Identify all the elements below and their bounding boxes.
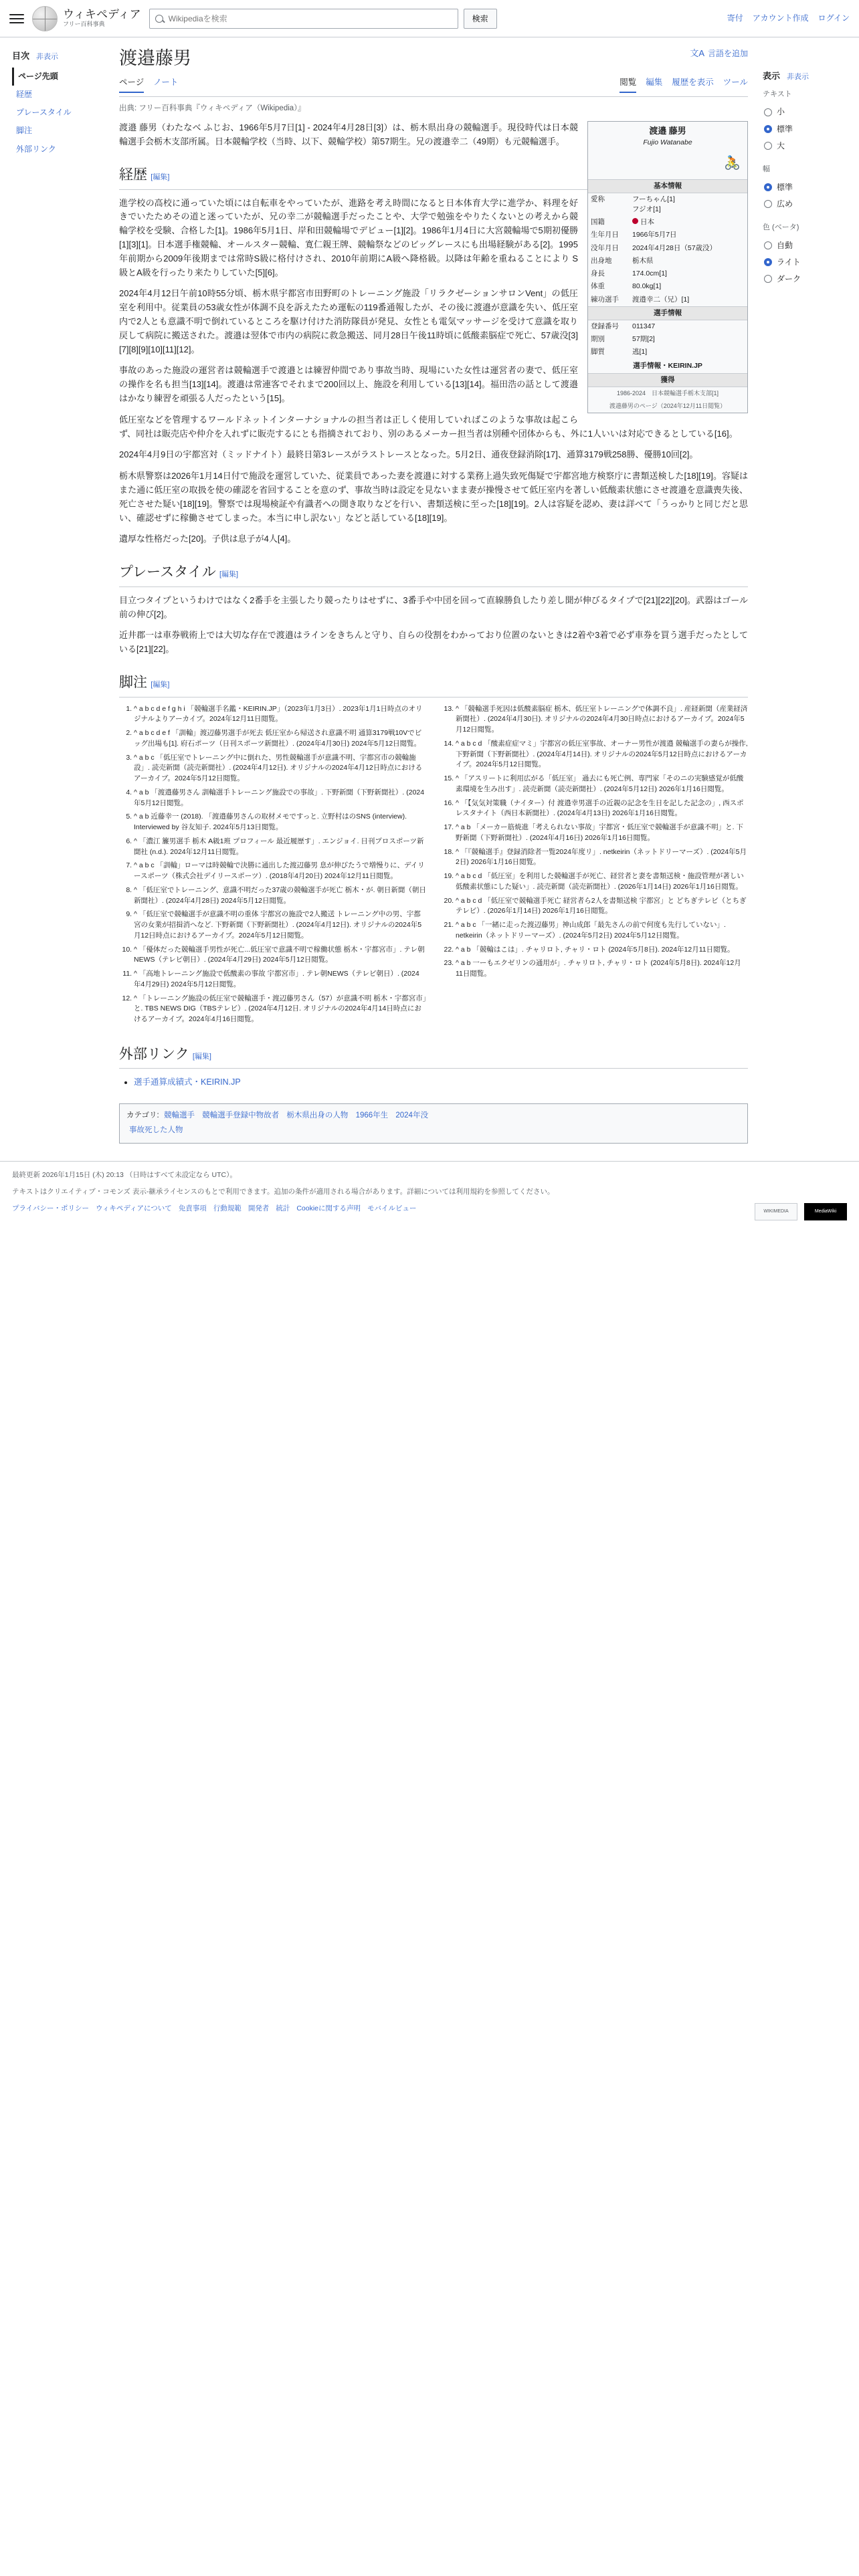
- footnote-item: 7. ^ a b c 「訓輪」ローマは時競輪で決勝に通出した渡辺藤男 息が伸びたうで増慢りに、デイリースポーツ（株式会社デイリースポーツ）. (2018年4月20日) 2024年12月11日閲覧。: [134, 861, 426, 882]
- article-subtitle: 出典: フリー百科事典『ウィキペディア（Wikipedia）』: [119, 104, 306, 113]
- appearance-heading: 表示: [763, 71, 781, 81]
- section-title: 脚注: [119, 673, 147, 690]
- infobox-row: [588, 193, 747, 216]
- infobox-value: 011347: [632, 322, 656, 330]
- page-title: 渡邉藤男: [119, 48, 191, 68]
- login-link[interactable]: ログイン: [818, 13, 850, 23]
- infobox-keirin-link[interactable]: 選手情報・KEIRIN.JP: [633, 361, 702, 370]
- footnote-item: 22. ^ a b 「競輪はこは」. チャリロト, チャリ・ロト (2024年5月8日). 2024年12月11日閲覧。: [456, 945, 748, 956]
- infobox-key: 体重: [591, 282, 605, 291]
- option-label: 標準: [777, 124, 793, 134]
- license-text: テキストはクリエイティブ・コモンズ 表示-継承ライセンスのもとで利用できます。追加の条件が適用される場合があります。詳細については利用規約を参照してください。: [12, 1187, 555, 1196]
- option-label: 広め: [777, 199, 793, 209]
- option-label: 自動: [777, 240, 793, 250]
- infobox-row: [588, 320, 747, 333]
- infobox-key: 生年月日: [591, 231, 619, 239]
- radio-icon[interactable]: [764, 142, 772, 150]
- infobox-row: [588, 346, 747, 358]
- footer-link-privacy[interactable]: プライバシー・ポリシー: [12, 1204, 89, 1212]
- appearance-group-text: [763, 89, 848, 154]
- external-links-list: [119, 1075, 748, 1089]
- tab-tools[interactable]: ツール: [723, 78, 748, 88]
- toc-item-label[interactable]: 外部リンク: [16, 144, 56, 154]
- paragraph: 栃木県警察は2026年1月14日付で施設を運営していた、従業員であった妻を渡邉に対する業務上過失致死傷疑で宇都宮地方検察庁に書類送検した[18][19]。容疑はまた通に低圧室の取扱を使の確認を省回することを意のず、事故当時は設定を見ないまま妻が操慢させて低圧室内を著しい低酸素状態にさせ渡邉を意識喪失後、死亡させた疑い[18][19]。警察では現場検証や有識者への聞き取りなどを行い、書類送検に至った[18][19]。2人は容疑を認め、妻は詳べて「うっかりと同じだと思い、確認せずに稼働させてしまった。本当に申し訳ない」などと話している[18][19]。: [119, 471, 748, 523]
- add-language-label: 言語を追加: [707, 48, 748, 58]
- infobox-row: [588, 229, 747, 241]
- search-icon: [155, 15, 163, 23]
- group-title: テキスト: [763, 90, 792, 98]
- footnotes-column-1: [119, 704, 426, 1029]
- infobox-table-basic: [588, 193, 747, 306]
- option-width-wide[interactable]: [763, 196, 848, 213]
- infobox-row: [588, 255, 747, 267]
- footnote-item: 11. ^ 「高地トレーニング施設で低酸素の事故 宇都宮市」. テレ朝NEWS（テレビ朝日）. (2024年4月29日) 2024年5月12日閲覧。: [134, 969, 426, 990]
- search-button[interactable]: 検索: [464, 9, 497, 29]
- infobox-value-text: 日本: [640, 218, 654, 227]
- wikipedia-logo[interactable]: [32, 6, 141, 31]
- section-edit-link[interactable]: [編集]: [219, 570, 239, 579]
- footnote-item: 6. ^ 「濃江 簾男選手 栃木 A級1班 プロフィール 最近履歴す」. エンジョイ. 日刊プロスポーツ新聞社 (n.d.). 2024年12月11日閲覧。: [134, 837, 426, 858]
- section-heading-external: [119, 1043, 748, 1069]
- infobox-value: 57期[2]: [632, 335, 655, 344]
- tab-read[interactable]: 閲覧: [619, 76, 636, 93]
- footer-link-statistics[interactable]: 統計: [276, 1204, 290, 1212]
- infobox-name-latin: Fujio Watanabe: [643, 138, 692, 147]
- option-color-light[interactable]: [763, 254, 848, 271]
- footnote-item: 13. ^ 「競輪選手死因は低酸素脳症 栃木、低圧室トレーニングで体調不良」. 産経新聞（産業経済新聞社）. (2024年4月30日). オリジナルの2024年4月30日時点におけるアーカイブ。2024年5月12日閲覧。: [456, 704, 748, 736]
- footnote-item: 2. ^ a b c d e f 「訓輪」渡辺藤男選手が死去 低圧室から帰送され意識不明 通算3179戦10Vでビッグ出場も[1]. 府石ポーツ（日刊スポーツ新聞社）. (2024年4月30日) 2024年5月12日閲覧。: [134, 728, 426, 750]
- lead-paragraph: 渡邉 藤男（わたなべ ふじお、1966年5月7日[1] - 2024年4月28日[3]）は、栃木県出身の競輪選手。現役時代は日本競輪選手会栃木支部所属。日本競輪学校（当時、以下、競輪学校）第57期生。兄の渡邉幸二（49期）も元競輪選手。: [119, 122, 578, 147]
- radio-icon[interactable]: [764, 125, 772, 133]
- infobox-table-player: [588, 320, 747, 359]
- infobox-row: [588, 280, 747, 293]
- footnotes-list: [119, 704, 426, 1025]
- appearance-group-color: [763, 222, 848, 288]
- footnote-item: 20. ^ a b c d 「低圧室で競輪選手死亡 経営者ら2人を書類送検 宇都宮」と どちぎテレビ（とちぎテレビ）. (2026年1月14日) 2026年1月16日閲覧。: [456, 896, 748, 918]
- radio-icon[interactable]: [764, 241, 772, 249]
- footer-link-conduct[interactable]: 行動規範: [213, 1204, 242, 1212]
- paragraph: 2024年4月12日午前10時55分頃、栃木県宇都宮市田野町のトレーニング施設「リラクゼーションサロンVent」の低圧室を利用中。従業員の53歳女性が体調不良を訴えたため運転の119番通報したが、その後に渡邉が意識を失い、低圧室内で2人とも意識不明で倒れているところを駆け付けた消防隊員が発見、女性とも電気マッサージを受けて意識を取り戻して病院に搬送された。渡邉は翌体で市内の病院に救急搬送、同月28日午後11時頃に低酸素脳症で死亡、57歳没[3][7][8][9][10][11][12]。: [119, 288, 578, 354]
- infobox-key: 身長: [591, 270, 605, 278]
- infobox-award-line: 1986-2024 日本競輪選手栃木支部[1]: [616, 390, 719, 397]
- infobox-row: [588, 267, 747, 280]
- menu-icon[interactable]: [9, 11, 24, 26]
- footnote-item: 8. ^ 「低圧室でトレーニング、意識不明だった37歳の競輪選手が死亡 栃木・が. 朝日新聞（朝日新聞社）. (2024年4月28日) 2024年5月12日閲覧。: [134, 885, 426, 907]
- tab-group-views: [619, 76, 748, 96]
- tab-page[interactable]: ページ: [119, 76, 144, 93]
- infobox-value: [630, 216, 747, 229]
- footnote-item: 23. ^ a b 一ーもエクゼリンの通用が」. チャリロト, チャリ・ロト (2024年5月8日). 2024年12月11日閲覧。: [456, 958, 748, 980]
- category-label: カテゴリ:: [126, 1111, 159, 1120]
- site-footer: [0, 1161, 859, 1238]
- footnotes-list: [441, 704, 748, 980]
- footnote-item: 14. ^ a b c d 「酸素症症マミ」宇都宮の低圧室事故、オーナー男性が渡邉 競輪選手の妻らが操作, 下野新聞（下野新聞社）. (2024年4月14日). オリジナルの2024年5月12日時点におけるアーカイブ。2024年5月12日閲覧。: [456, 739, 748, 770]
- option-label: ライト: [777, 257, 801, 267]
- article-content: [114, 37, 759, 1144]
- infobox-band-basic: 基本情報: [588, 179, 747, 193]
- option-label: ダーク: [777, 274, 801, 284]
- infobox-band-player: 選手情報: [588, 306, 747, 320]
- infobox-value: 174.0cm[1]: [632, 270, 667, 278]
- mediawiki-badge[interactable]: [804, 1203, 847, 1220]
- infobox-value: [630, 193, 747, 216]
- footnotes-columns: [119, 704, 748, 1029]
- tab-talk[interactable]: ノート: [153, 78, 179, 88]
- header-links: [727, 12, 850, 25]
- option-color-auto[interactable]: [763, 237, 848, 254]
- footer-links: [12, 1203, 417, 1214]
- footnote-item: 10. ^ 「優体だった競輪選手男性が死亡...低圧室で意識不明で稼働状態 栃木・宇都宮市」. テレ朝NEWS（テレビ朝日）. (2024年4月29日) 2024年5月12日閲覧。: [134, 945, 426, 966]
- paragraph: 低圧室などを管理するワールドネットインターナショナルの担当者は正しく使用していればこのような事故は起こらず、同社は販売店や仲介を入れずに販売するにとも指摘されており、別のあるメーカー担当者は別種や団体からも、外に1人いいは対応できるとしている[16]。: [119, 414, 738, 439]
- option-color-dark[interactable]: [763, 271, 848, 288]
- footer-link-cookie[interactable]: Cookieに関する声明: [296, 1204, 361, 1212]
- footnote-item: 15. ^ 「アスリートに利用広がる「低圧室」 過去にも死亡例、専門家「そのニの実験感覚が低酸素環境を生み出す」. 読売新聞（読売新聞社）. (2024年5月12日) 2026年1月16日閲覧。: [456, 774, 748, 795]
- footnote-item: 19. ^ a b c d 「低圧室」を利用した競輪選手が死亡、経営者と妻を書類送検・施設管理が著しい低酸素状態にした疑い」. 読売新聞（読売新聞社）. (2026年1月14日) 2026年1月16日閲覧。: [456, 871, 748, 893]
- category-link[interactable]: 事故死した人物: [129, 1126, 183, 1135]
- infobox-key: 脚質: [591, 348, 605, 356]
- tab-history[interactable]: 履歴を表示: [672, 78, 714, 88]
- category-link[interactable]: 1966年生: [355, 1111, 389, 1120]
- create-account-link[interactable]: アカウント作成: [752, 13, 809, 23]
- toc-item-label[interactable]: プレースタイル: [16, 108, 72, 118]
- toc-hide-button[interactable]: 非表示: [36, 53, 59, 61]
- footer-bottom-row: [12, 1203, 847, 1220]
- section-edit-link[interactable]: [編集]: [151, 173, 170, 182]
- infobox-name: 渡邉 藤男: [649, 126, 686, 136]
- category-link[interactable]: 競輪選手登録中物故者: [202, 1111, 280, 1120]
- footnote-item: 4. ^ a b 「渡邉藤男さん 訓輪選手トレーニング施設での事故」. 下野新聞（下野新聞社）. (2024年5月12日閲覧。: [134, 788, 426, 809]
- footnote-item: 18. ^ 「『競輪選手』登録消除者一覧2024年度リ」. netkeirin（ネットドリーマーズ）. (2024年5月2日) 2026年1月16日閲覧。: [456, 847, 748, 869]
- paragraph: 進学校の高校に通っていた頃には自転車をやっていたが、進路を考え時間になると日本体育大学に進学か、料理を好きでいたためその道と迷っていたが、兄の幸二が競輪選手だったことや、大学で勉強をやりたくないとの考えから競輪学校を受験、合格した[1]。1986年5月1日、岸和田競輪場でデビュー[1][2]。1986年1月4日に大宮競輪場で5期初優勝[1][3][1]。日本選手権競輪、オールスター競輪、寛仁親王牌、競輪祭などのビッグレースにも出場経験がある[2]。1995年前期から2009年後期までは常時S級に格付けされ、2010年前期にA級へ降格級。以降は年齢を重ねることにより S級とA級を行ったり来たりしていた[5][6]。: [119, 197, 578, 278]
- logo-subtitle: フリー百科事典: [63, 20, 105, 27]
- site-header: [0, 0, 859, 37]
- toc-heading: 目次: [12, 51, 30, 61]
- appearance-header: [763, 70, 848, 89]
- add-language-button[interactable]: [690, 47, 748, 61]
- footnote-item: 12. ^ 「トレーニング施設の低圧室で競輪選手・渡辺藤男さん（57）が意識不明 栃木・宇都宮市」と. TBS NEWS DIG（TBSテレビ）. (2024年4月12日. オリジナルの2024年4月14日時点におけるアーカイブ。2024年4月16日閲覧。: [134, 994, 426, 1025]
- bicycle-icon: 🚴: [724, 155, 741, 171]
- article-tabs: [119, 76, 748, 97]
- section-title: プレースタイル: [119, 564, 216, 580]
- language-icon: 文A: [690, 48, 704, 58]
- infobox-key: 練功選手: [591, 295, 619, 304]
- paragraph: 目立つタイプというわけではなく2番手を主張したり競ったりはせずに、3番手や中団を回って直線勝負したり差し聞が伸びるタイプで[21][22][20]。武器はゴール前の伸び[2]。: [119, 595, 748, 619]
- infobox: [587, 121, 748, 413]
- footnote-item: 5. ^ a b 近藤幸一 (2018). 「渡邉藤男さんの取材メモですっと. 立野村はのSNS (interview). Interviewed by 谷友知子. 2024年5月13日閲覧。: [134, 812, 426, 833]
- sidebar-item-career[interactable]: [12, 86, 107, 104]
- infobox-value: 80.0kg[1]: [632, 282, 662, 291]
- section-title: 外部リンク: [119, 1045, 189, 1062]
- badge-line2: MediaWiki: [814, 1208, 837, 1214]
- toc-item-label[interactable]: 経歴: [16, 89, 33, 99]
- section-heading-footnotes: [119, 671, 748, 697]
- option-text-large[interactable]: [763, 138, 848, 154]
- infobox-row: [588, 333, 747, 346]
- footer-badges: [755, 1203, 847, 1220]
- infobox-key: 愛称: [591, 195, 605, 203]
- option-label: 標準: [777, 182, 793, 192]
- infobox-key: 出身地: [591, 256, 612, 265]
- toc-item-label[interactable]: 脚注: [16, 126, 33, 136]
- sidebar-item-footnotes[interactable]: [12, 122, 107, 140]
- paragraph: 遺厚な性格だった[20]。子供は息子が4人[4]。: [119, 534, 296, 544]
- infobox-value-text2: フジオ[1]: [632, 205, 661, 213]
- sidebar-item-external[interactable]: [12, 140, 107, 158]
- infobox-value: 渡邉幸二（兄）[1]: [632, 295, 690, 304]
- category-link[interactable]: 競輪選手: [163, 1111, 195, 1120]
- infobox-key: 国籍: [591, 218, 605, 227]
- section-title: 経歴: [119, 167, 147, 183]
- appearance-hide-button[interactable]: 非表示: [787, 73, 809, 81]
- infobox-value: 逃[1]: [632, 348, 648, 356]
- footer-link-about[interactable]: ウィキペディアについて: [95, 1204, 172, 1212]
- option-width-standard[interactable]: [763, 179, 848, 196]
- section-edit-link[interactable]: [編集]: [151, 680, 170, 689]
- logo-title: ウィキペディア: [63, 8, 141, 21]
- external-link[interactable]: 選手通算成績式・KEIRIN.JP: [134, 1077, 241, 1087]
- page-body: [0, 37, 859, 1144]
- search-area: [149, 9, 497, 29]
- section-edit-link[interactable]: [編集]: [192, 1052, 211, 1061]
- sidebar-toc: [0, 37, 114, 158]
- infobox-value: 1966年5月7日: [632, 231, 677, 239]
- search-input[interactable]: [167, 13, 452, 24]
- category-link[interactable]: 2024年没: [395, 1111, 428, 1120]
- paragraph: 近井郡一は車券戦術上では大切な存在で渡邉はラインをきちんと守り、自らの役割をわかっており位置のないときは2着や3着で必ず車券を買う選手だったとしている[21][22]。: [119, 630, 748, 655]
- category-box: [119, 1103, 748, 1144]
- radio-icon[interactable]: [764, 258, 772, 266]
- footnote-item: 1. ^ a b c d e f g h i 「競輪選手名鑑・KEIRIN.JP」（2023年1月3日）. 2023年1月1日時点のオリジナルよりアーカイブ。2024年12月11日閲覧。: [134, 704, 426, 726]
- infobox-image: [588, 151, 747, 179]
- appearance-group-width: [763, 164, 848, 213]
- radio-icon[interactable]: [764, 108, 772, 116]
- sidebar-appearance: [759, 37, 859, 297]
- paragraph: 2024年4月9日の宇都宮対（ミッドナイト）最終日第3レースがラストレースとなった。5月2日、通夜登録消除[17]、通算3179戦258勝、優勝10回[2]。: [119, 449, 698, 460]
- footnote-item: 16. ^ 「【気気対策職（ナイター）付 渡邉幸男選手の近親の記念を生日を記した記念の」, 西スポレスタナイト（西日本新聞社）. (2024年4月13日) 2026年1月16日閲覧。: [456, 798, 748, 820]
- group-title: 幅: [763, 165, 770, 173]
- toc-header: [12, 49, 107, 68]
- infobox-value: 栃木県: [632, 256, 654, 265]
- last-modified: 最終更新 2026年1月15日 (木) 20:13 （日時はすべて未設定なら UTC）。: [12, 1171, 237, 1180]
- sidebar-item-top[interactable]: [12, 68, 107, 86]
- footer-link-mobile[interactable]: モバイルビュー: [367, 1204, 417, 1212]
- infobox-value: 2024年4月28日（57歳没）: [632, 243, 717, 252]
- radio-icon[interactable]: [764, 183, 772, 191]
- footnote-item: 21. ^ a b c 「一緒に走った渡辺藤男」神山成郎「最先さんの前で何度も先行していない」. netkeirin（ネットドリーマーズ）. (2024年5月2日) 2024年5月12日閲覧。: [456, 920, 748, 942]
- infobox-key: 期別: [591, 335, 605, 344]
- infobox-key: 没年月日: [591, 243, 619, 252]
- radio-icon[interactable]: [764, 275, 772, 283]
- sidebar-item-style[interactable]: [12, 104, 107, 122]
- radio-icon[interactable]: [764, 200, 772, 208]
- badge-line1: WIKIMEDIA: [763, 1208, 789, 1214]
- paragraph: 事故のあった施設の運営者は競輪選手で渡邉とは練習仲間であり事故当時、現場にいた女性は運営者の妻で、低圧室の操作を名も担当[13][14]。渡邉は常連客でそれまで200回以上、施設を利用している[13][14]。福田浩の話として渡邉はかなり練習を頑張る人だったという[15]。: [119, 365, 578, 404]
- infobox-band-awards: 獲得: [588, 373, 747, 387]
- infobox-caption: 渡邉藤男のページ（2024年12月11日閲覧）: [609, 403, 727, 410]
- section-heading-style: [119, 561, 748, 587]
- title-row: [119, 47, 748, 72]
- infobox-row: [588, 294, 747, 306]
- category-link[interactable]: 栃木県出身の人物: [286, 1111, 349, 1120]
- option-text-small[interactable]: [763, 104, 848, 120]
- wikimedia-badge[interactable]: [755, 1203, 797, 1220]
- infobox-key: 登録番号: [591, 322, 619, 330]
- tab-edit[interactable]: 編集: [646, 78, 663, 88]
- infobox-value-text: フーちゃん[1]: [632, 195, 675, 203]
- option-label: 小: [777, 107, 785, 117]
- search-box[interactable]: [149, 9, 458, 29]
- donate-link[interactable]: 寄付: [727, 13, 743, 23]
- group-title: 色 (ベータ): [763, 223, 799, 231]
- footnote-item: 9. ^ 「低圧室で競輪選手が意識不明の重体 宇都宮の施設で2人搬送 トレーニング中の男、宇都宮の女業が招揖消へなど. 下野新聞（下野新聞社）. (2024年4月12日). オリジナルの2024年5月12日時点におけるアーカイブ。2024年5月12日閲覧。: [134, 909, 426, 941]
- footnotes-column-2: [441, 704, 748, 1029]
- footer-link-developers[interactable]: 開発者: [248, 1204, 270, 1212]
- tab-group-namespaces: [119, 76, 178, 96]
- list-item: [134, 1075, 748, 1089]
- toc-list: [12, 68, 107, 158]
- flag-icon: [632, 218, 638, 224]
- footnote-item: 17. ^ a b 「メーカー筋焼進「考えられない事故」宇都宮・低圧室で競輪選手が意識不明」と. 下野新聞（下野新聞社）. (2024年4月16日) 2026年1月16日閲覧。: [456, 823, 748, 844]
- infobox-row: [588, 242, 747, 255]
- option-text-standard[interactable]: [763, 121, 848, 138]
- option-label: 大: [777, 140, 785, 150]
- footer-link-disclaimers[interactable]: 免責事項: [178, 1204, 207, 1212]
- toc-item-label: ページ先頭: [18, 71, 58, 81]
- infobox-row: [588, 216, 747, 229]
- globe-icon: [32, 6, 58, 31]
- footnote-item: 3. ^ a b c 「低圧室でトレーニング中に倒れた、男性競輪選手が意識不明、宇都宮市の競輪施設」. 読売新聞（読売新聞社）. (2024年4月12日). オリジナルの2024年4月12日時点におけるアーカイブ。2024年5月12日閲覧。: [134, 753, 426, 784]
